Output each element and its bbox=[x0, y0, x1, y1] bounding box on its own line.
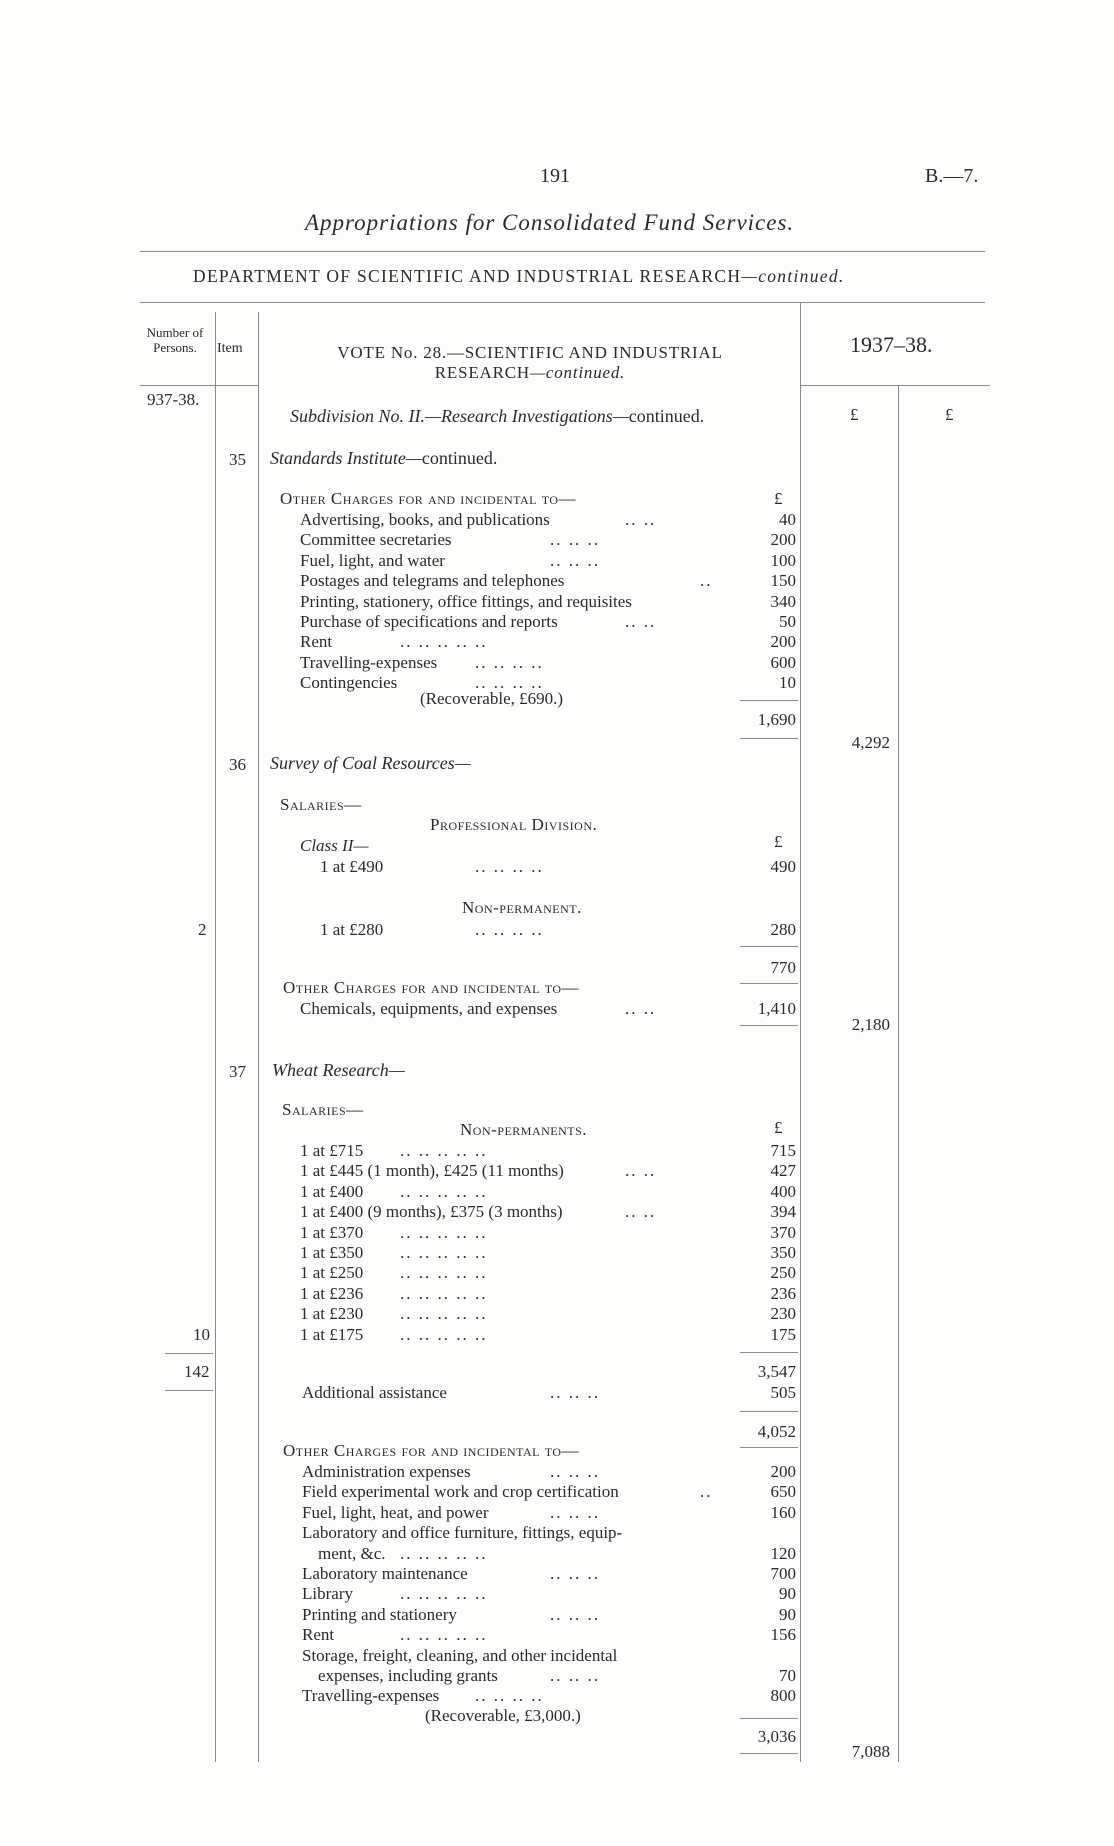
row-dots: .. .. .. .. .. bbox=[400, 1625, 488, 1645]
year-header-rule bbox=[800, 385, 990, 386]
row-label: 1 at £236 bbox=[300, 1283, 364, 1303]
item-37-title: Wheat Research— bbox=[272, 1060, 405, 1080]
row-value: 427 bbox=[770, 1161, 796, 1181]
table-row bbox=[302, 1564, 796, 1584]
table-row bbox=[300, 1325, 796, 1345]
vote-title-research: RESEARCH bbox=[434, 363, 530, 382]
row-value: 715 bbox=[770, 1141, 796, 1160]
row-dots: .. .. .. .. .. bbox=[400, 1584, 488, 1604]
persons-column-divider bbox=[215, 312, 216, 1762]
item-36-title: Survey of Coal Resources— bbox=[270, 753, 471, 773]
item-37-other-charges: Other Charges for and incidental to— bbox=[283, 1441, 580, 1460]
item-36-row-2-dots: .. .. .. .. bbox=[475, 920, 544, 939]
item-37-pound: £ bbox=[774, 1118, 783, 1137]
department-rule bbox=[140, 302, 985, 303]
row-value: 800 bbox=[770, 1686, 796, 1706]
item-35-subtotal-rule bbox=[740, 700, 798, 701]
row-value: 150 bbox=[770, 571, 796, 591]
table-row bbox=[302, 1666, 796, 1686]
table-row bbox=[302, 1482, 796, 1502]
table-row bbox=[300, 1141, 796, 1161]
vote-title-line1: VOTE No. 28.—SCIENTIFIC AND INDUSTRIAL bbox=[337, 343, 723, 362]
year-right-header: 1937–38. bbox=[850, 332, 933, 357]
item-37-recoverable: (Recoverable, £3,000.) bbox=[425, 1706, 581, 1725]
item-37-non-permanents: Non-permanents. bbox=[460, 1120, 588, 1139]
item-header-rule bbox=[215, 385, 258, 386]
item-37-other-total: 3,036 bbox=[757, 1727, 796, 1746]
row-dots: .. .. .. bbox=[550, 1563, 600, 1583]
item-37-other-rule bbox=[740, 1718, 798, 1719]
row-value: 250 bbox=[770, 1263, 796, 1283]
row-label: 1 at £370 bbox=[300, 1222, 364, 1242]
row-label: 1 at £400 (9 months), £375 (3 months) bbox=[300, 1202, 563, 1222]
item-36-non-permanent: Non-permanent. bbox=[462, 898, 582, 917]
item-37-subtotal: 4,052 bbox=[757, 1422, 796, 1441]
document-reference: B.—7. bbox=[925, 165, 979, 187]
item-35-number: 35 bbox=[229, 450, 246, 469]
item-36-other-label: Chemicals, equipments, and expenses bbox=[300, 999, 558, 1018]
persons-total-underline bbox=[165, 1390, 213, 1391]
row-dots: .. .. .. .. bbox=[475, 652, 544, 672]
item-36-pound: £ bbox=[774, 832, 783, 851]
table-row bbox=[302, 1584, 796, 1604]
row-label: Printing and stationery bbox=[302, 1604, 457, 1624]
row-label: Committee secretaries bbox=[300, 530, 452, 550]
item-36-other-value: 1,410 bbox=[757, 999, 796, 1018]
item-36-row-2-value: 280 bbox=[770, 920, 796, 939]
row-dots: .. .. .. bbox=[550, 530, 600, 550]
department-name: DEPARTMENT OF SCIENTIFIC AND INDUSTRIAL RESEARCH bbox=[193, 266, 742, 286]
item-37-additional-label: Additional assistance bbox=[302, 1383, 447, 1402]
item-37-other-rows bbox=[302, 1462, 796, 1707]
item-37-subtotal-underline bbox=[740, 1447, 798, 1448]
item-36-other-underline bbox=[740, 1025, 798, 1026]
item-36-salaries-underline bbox=[740, 983, 798, 984]
item-37-additional-value: 505 bbox=[770, 1383, 796, 1402]
table-row bbox=[300, 1263, 796, 1283]
item-37-number: 37 bbox=[229, 1062, 246, 1081]
row-label: Rent bbox=[302, 1625, 335, 1645]
row-value: 650 bbox=[770, 1482, 796, 1502]
item-35-title-text: Standards Institute— bbox=[270, 448, 422, 468]
table-row bbox=[302, 1646, 796, 1666]
item-36-number: 36 bbox=[229, 755, 246, 774]
row-label: Fuel, light, and water bbox=[300, 550, 445, 570]
row-label: Contingencies bbox=[300, 673, 398, 693]
item-37-salaries-rule bbox=[740, 1352, 798, 1353]
row-value: 10 bbox=[779, 673, 796, 693]
row-label: expenses, including grants bbox=[318, 1665, 498, 1685]
item-header: Item bbox=[217, 341, 243, 356]
page-title: Appropriations for Consolidated Fund Services. bbox=[305, 210, 795, 235]
row-label: Laboratory maintenance bbox=[302, 1563, 468, 1583]
row-dots: .. .. .. bbox=[550, 1502, 600, 1522]
row-dots: .. .. .. bbox=[550, 550, 600, 570]
row-dots: .. bbox=[700, 571, 713, 591]
table-row bbox=[302, 1523, 796, 1543]
vote-title-line2 bbox=[265, 363, 795, 383]
row-label: Postages and telegrams and telephones bbox=[300, 571, 565, 591]
item-36-total: 2,180 bbox=[851, 1015, 890, 1034]
table-row bbox=[300, 1161, 796, 1181]
row-value: 400 bbox=[770, 1181, 796, 1201]
item-column-divider bbox=[258, 312, 259, 1762]
row-dots: .. .. .. .. .. bbox=[400, 632, 488, 652]
table-row bbox=[302, 1605, 796, 1625]
item-36-professional-division: Professional Division. bbox=[430, 815, 598, 834]
item-37-persons: 10 bbox=[193, 1325, 210, 1344]
row-label: Rent bbox=[300, 632, 333, 652]
table-row bbox=[300, 653, 796, 673]
table-row bbox=[300, 530, 796, 550]
table-row bbox=[300, 1284, 796, 1304]
pound-sign-column-2: £ bbox=[945, 405, 954, 424]
row-label: Laboratory and office furniture, fittings, equip- bbox=[302, 1523, 623, 1543]
row-dots: .. .. .. .. .. bbox=[400, 1141, 488, 1160]
row-dots: .. .. bbox=[625, 1161, 657, 1181]
row-dots: .. .. .. .. .. bbox=[400, 1242, 488, 1262]
row-label: Travelling-expenses bbox=[302, 1686, 440, 1706]
item-35-recoverable: (Recoverable, £690.) bbox=[420, 689, 564, 708]
row-dots: .. .. bbox=[625, 1202, 657, 1222]
persons-header-rule bbox=[140, 385, 215, 386]
item-36-row-2-label: 1 at £280 bbox=[320, 920, 384, 939]
item-36-persons: 2 bbox=[198, 920, 207, 939]
row-dots: .. .. .. bbox=[550, 1665, 600, 1685]
row-value: 156 bbox=[770, 1625, 796, 1645]
row-dots: .. .. .. .. bbox=[475, 1686, 544, 1706]
amount-column-divider bbox=[800, 302, 801, 1762]
row-value: 230 bbox=[770, 1304, 796, 1324]
row-value: 100 bbox=[770, 550, 796, 570]
item-35-subtotal: 1,690 bbox=[757, 710, 796, 729]
persons-total: 142 bbox=[184, 1362, 210, 1381]
item-37-rows bbox=[300, 1141, 796, 1346]
table-row bbox=[300, 632, 796, 652]
row-dots: .. .. .. .. .. bbox=[400, 1324, 488, 1344]
year-left-header: 937-38. bbox=[147, 390, 200, 409]
item-35-rows bbox=[300, 510, 796, 695]
row-value: 340 bbox=[770, 591, 796, 611]
row-value: 200 bbox=[770, 530, 796, 550]
persons-total-rule bbox=[165, 1353, 213, 1354]
table-row bbox=[300, 1223, 796, 1243]
subdivision-continued: continued. bbox=[628, 406, 705, 426]
row-label: Field experimental work and crop certification bbox=[302, 1482, 619, 1502]
row-value: 175 bbox=[770, 1324, 796, 1344]
row-label: Storage, freight, cleaning, and other incidental bbox=[302, 1645, 618, 1665]
item-37-other-underline bbox=[740, 1753, 798, 1754]
item-37-salaries-total: 3,547 bbox=[757, 1362, 796, 1381]
table-row bbox=[302, 1544, 796, 1564]
row-label: Purchase of specifications and reports bbox=[300, 611, 558, 631]
table-row bbox=[302, 1503, 796, 1523]
table-row bbox=[302, 1462, 796, 1482]
row-value: 200 bbox=[770, 1462, 796, 1481]
item-36-row-1-dots: .. .. .. .. bbox=[475, 857, 544, 876]
table-row bbox=[300, 612, 796, 632]
vote-title-continued: —continued. bbox=[530, 363, 626, 382]
item-36-class: Class II— bbox=[300, 836, 369, 855]
row-dots: .. .. .. .. .. bbox=[400, 1543, 488, 1563]
row-label: 1 at £250 bbox=[300, 1263, 364, 1283]
table-row bbox=[300, 551, 796, 571]
department-continued: —continued. bbox=[741, 266, 845, 286]
row-value: 90 bbox=[779, 1604, 796, 1624]
row-label: Advertising, books, and publications bbox=[300, 510, 550, 529]
table-row bbox=[300, 1304, 796, 1324]
row-value: 160 bbox=[770, 1502, 796, 1522]
pound-sign-column-1: £ bbox=[850, 405, 859, 424]
item-37-additional-dots: .. .. .. bbox=[550, 1383, 600, 1402]
item-36-salaries: Salaries— bbox=[280, 795, 362, 814]
header-rule bbox=[140, 251, 985, 252]
row-dots: .. .. .. .. .. bbox=[400, 1181, 488, 1201]
row-value: 50 bbox=[779, 611, 796, 631]
row-dots: .. .. bbox=[625, 611, 657, 631]
row-label: 1 at £230 bbox=[300, 1304, 364, 1324]
row-label: 1 at £715 bbox=[300, 1141, 364, 1160]
subdivision-label: Subdivision No. II.—Research Investigations— bbox=[290, 406, 629, 426]
row-value: 700 bbox=[770, 1563, 796, 1583]
row-label: ment, &c. bbox=[318, 1543, 386, 1563]
table-row bbox=[302, 1625, 796, 1645]
row-dots: .. .. .. .. .. bbox=[400, 1304, 488, 1324]
row-value: 200 bbox=[770, 632, 796, 652]
department-heading bbox=[193, 266, 845, 287]
row-value: 40 bbox=[779, 510, 796, 529]
table-row bbox=[300, 1243, 796, 1263]
item-35-title bbox=[270, 448, 497, 469]
vote-header bbox=[265, 343, 795, 383]
row-label: 1 at £400 bbox=[300, 1181, 364, 1201]
row-dots: .. .. .. .. .. bbox=[400, 1283, 488, 1303]
row-dots: .. .. .. bbox=[550, 1604, 600, 1624]
row-dots: .. .. .. .. .. bbox=[400, 1222, 488, 1242]
table-row bbox=[300, 571, 796, 591]
item-36-salaries-total: 770 bbox=[770, 958, 796, 977]
row-label: Fuel, light, heat, and power bbox=[302, 1502, 489, 1522]
item-35-title-continued: continued. bbox=[421, 448, 498, 468]
item-37-salaries: Salaries— bbox=[282, 1100, 364, 1119]
row-dots: .. .. .. .. .. bbox=[400, 1263, 488, 1283]
item-35-total: 4,292 bbox=[851, 733, 890, 752]
item-35-subtotal-underline bbox=[740, 738, 798, 739]
item-36-row-1-label: 1 at £490 bbox=[320, 857, 384, 876]
row-label: Printing, stationery, office fittings, and requisites bbox=[300, 591, 632, 611]
item-36-salaries-rule bbox=[740, 946, 798, 947]
table-row bbox=[300, 1202, 796, 1222]
subdivision-heading bbox=[290, 406, 704, 427]
row-value: 394 bbox=[770, 1202, 796, 1222]
row-value: 120 bbox=[770, 1543, 796, 1563]
item-35-pound: £ bbox=[774, 489, 783, 508]
row-label: 1 at £445 (1 month), £425 (11 months) bbox=[300, 1161, 564, 1181]
row-label: Travelling-expenses bbox=[300, 652, 438, 672]
row-value: 236 bbox=[770, 1283, 796, 1303]
subtotal-column-divider bbox=[898, 385, 899, 1762]
row-label: Library bbox=[302, 1584, 353, 1604]
item-36-other-charges: Other Charges for and incidental to— bbox=[283, 978, 580, 997]
row-dots: .. .. .. bbox=[550, 1462, 600, 1481]
row-value: 90 bbox=[779, 1584, 796, 1604]
page-number: 191 bbox=[540, 165, 570, 187]
row-value: 350 bbox=[770, 1242, 796, 1262]
number-of-persons-header: Number of Persons. bbox=[146, 325, 204, 355]
item-37-subtotal-rule bbox=[740, 1411, 798, 1412]
row-dots: .. bbox=[700, 1482, 713, 1502]
table-row bbox=[300, 592, 796, 612]
row-value: 70 bbox=[779, 1665, 796, 1685]
row-label: 1 at £175 bbox=[300, 1324, 364, 1344]
row-value: 370 bbox=[770, 1222, 796, 1242]
row-label: Administration expenses bbox=[302, 1462, 471, 1481]
table-row bbox=[300, 510, 796, 530]
table-row bbox=[302, 1686, 796, 1706]
row-label: 1 at £350 bbox=[300, 1242, 364, 1262]
item-36-row-1-value: 490 bbox=[770, 857, 796, 876]
row-dots: .. .. bbox=[625, 510, 657, 529]
row-value: 600 bbox=[770, 652, 796, 672]
item-36-other-dots: .. .. bbox=[625, 999, 657, 1018]
table-row bbox=[300, 1182, 796, 1202]
row-dots: .. .. .. .. bbox=[475, 673, 544, 693]
item-37-total: 7,088 bbox=[851, 1742, 890, 1761]
item-35-other-charges: Other Charges for and incidental to— bbox=[280, 489, 577, 508]
